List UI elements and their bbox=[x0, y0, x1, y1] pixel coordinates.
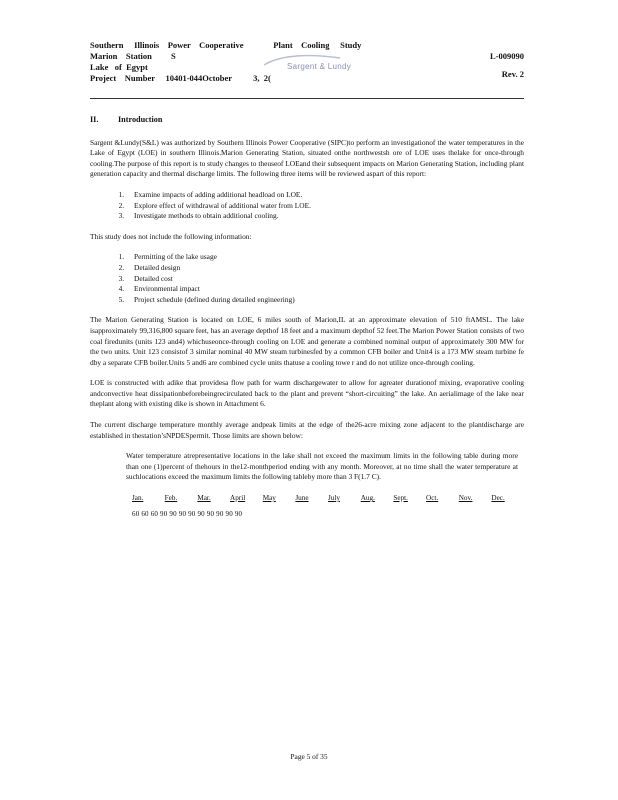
doc-number: L-009090 bbox=[490, 51, 524, 61]
header-line-lake: Lake of Egypt bbox=[90, 62, 148, 72]
exclusions-list bbox=[90, 252, 524, 305]
paragraph-dike: LOE is constructed with adike that providesa flow path for warm dischargewater to allow for agreater durationof mixing, evaporative cooling andconvective heat dissipationbeforebeingrecirculated back to the plant and prevent “short-circuiting” the lake. An aerialimage of the lake near theplant along with existing dike is shown in Attachment 6. bbox=[90, 378, 524, 409]
month-header: Feb. bbox=[164, 494, 178, 503]
list-item: 2. Explore effect of withdrawal of additional water from LOE. bbox=[126, 201, 524, 212]
paragraph-station-description: The Marion Generating Station is located on LOE, 6 miles south of Marion,IL at an approximate elevation of 510 ftAMSL. The lake isapproximately 99,316,800 square feet, has an average depthof 18 feet and a maximum depthof 52 feet.The Marion Power Station consists of two coal firedunits (units 123 and4) whichuseonce-through cooling on LOE and generate a combined nominal output of approximately 300 MW for the two units. Unit 123 consistof 3 similar nominal 40 MW steam turbinesfed by a common CFB boiler and Unit4 is a 173 MW steam turbine fe dby a separate CFB boiler.Units 5 and6 are combined cycle units thatuse a cooling towe r and do not utilize once-through cooling. bbox=[90, 315, 524, 367]
header-line-station: Marion Station S bbox=[90, 51, 176, 61]
header-line-client: Southern Illinois Power Cooperative Plant Cooling Study bbox=[90, 40, 362, 50]
temperature-limits-months bbox=[132, 493, 524, 504]
report-body bbox=[90, 115, 524, 519]
page-number: Page 5 of 35 bbox=[290, 752, 328, 761]
section-heading bbox=[90, 115, 524, 126]
month-header: April bbox=[230, 494, 246, 503]
paragraph-discharge-limits: The current discharge temperature monthly average andpeak limits at the edge of the26-acre mixing zone adjacent to the plantdischarge are established in thestation’sNPDESpermit. Those limits are shown below: bbox=[90, 420, 524, 440]
list-item: 1. Permitting of the lake usage bbox=[126, 252, 524, 263]
review-items-list bbox=[90, 190, 524, 222]
header-doc-info bbox=[490, 51, 524, 80]
month-header: Nov. bbox=[458, 494, 473, 503]
header-divider bbox=[90, 98, 524, 99]
month-header: Jan. bbox=[132, 494, 144, 503]
section-title: Introduction bbox=[118, 115, 163, 124]
header-line-project: Project Number 10401-044October 3, 2( bbox=[90, 73, 271, 83]
temperature-limits-values: 60 60 60 90 90 90 90 90 90 90 90 90 bbox=[132, 509, 243, 518]
list-item: 4. Environmental impact bbox=[126, 284, 524, 295]
permit-quote: Water temperature atrepresentative locations in the lake shall not exceed the maximum limits in the following table during more than one (1)percent of thehours in the12-monthperiod ending with any month. Moreover, at no time shall the water temperature at suchlocations exceed the maximum limits the following tableby more than 3 F(1.7 C). bbox=[126, 451, 518, 482]
month-header: Mar. bbox=[197, 494, 211, 503]
month-header: May bbox=[262, 494, 276, 503]
list-item: 3. Detailed cost bbox=[126, 274, 524, 285]
month-header: June bbox=[295, 494, 309, 503]
paragraph-authorization: Sargent &Lundy(S&L) was authorized by Southern Illinois Power Cooperative (SIPC)to perform an investigationof the water temperatures in the Lake of Egypt (LOE) in southern Illinois.Marion Generating Station, situated onthe northwestsh ore of LOE uses thelake for once-through cooling.The purpose of this report is to study changes to theuseof LOEand their subsequent impacts on Marion Generating Station, including plant generation capacity and thermal discharge limits. The following three items will be reviewed aspart of this report: bbox=[90, 137, 524, 179]
month-header: July bbox=[328, 494, 341, 503]
month-header: Oct. bbox=[426, 494, 439, 503]
list-item: 2. Detailed design bbox=[126, 263, 524, 274]
month-header: Aug. bbox=[360, 494, 375, 503]
month-header: Sept. bbox=[393, 494, 408, 503]
month-header: Dec. bbox=[491, 494, 505, 503]
list-item: 5. Project schedule (defined during detailed engineering) bbox=[126, 295, 524, 306]
sargent-lundy-logo-text: Sargent & Lundy bbox=[287, 62, 352, 71]
list-item: 1. Examine impacts of adding additional headload on LOE. bbox=[126, 190, 524, 201]
list-item: 3. Investigate methods to obtain additional cooling. bbox=[126, 211, 524, 222]
doc-revision: Rev. 2 bbox=[501, 68, 524, 79]
section-number: II. bbox=[90, 115, 99, 124]
paragraph-exclusions: This study does not include the following information: bbox=[90, 231, 252, 241]
